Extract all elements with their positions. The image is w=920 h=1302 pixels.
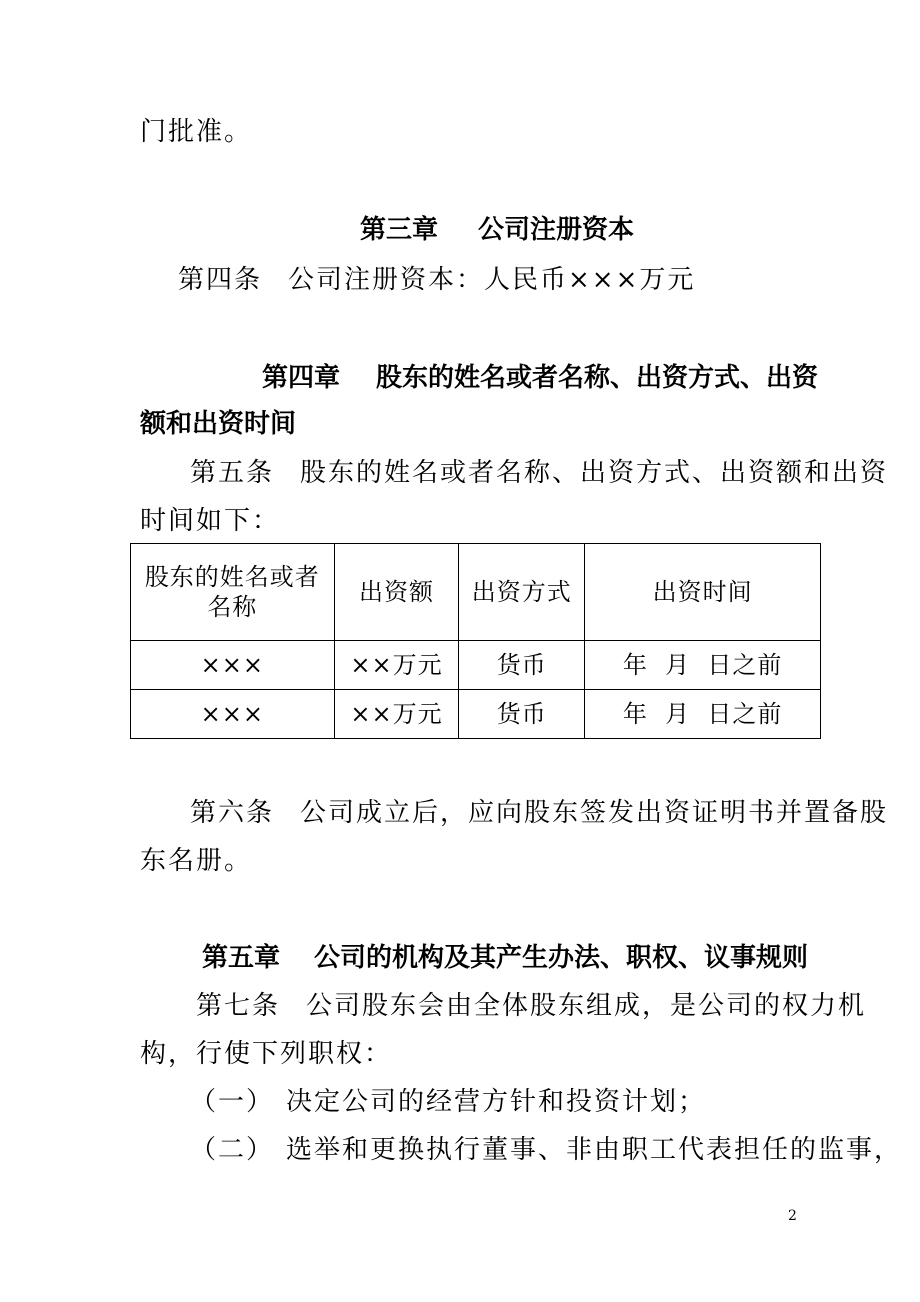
table-header-amount: 出资额 (334, 544, 459, 641)
table-cell-amount: ××万元 (334, 641, 459, 690)
table-cell-amount: ××万元 (334, 690, 459, 739)
table-header-shareholder-name (131, 544, 335, 641)
header-name-line-1: 股东的姓名或者 (144, 563, 320, 591)
chapter-4-heading-line-2: 额和出资时间 (140, 409, 297, 439)
table-cell-name: ××× (131, 690, 335, 739)
table-cell-method: 货币 (459, 690, 585, 739)
article-5-number: 第五条 (190, 458, 275, 488)
list-item (190, 1134, 902, 1166)
shareholder-table (130, 543, 821, 739)
article-5-line-1 (190, 457, 888, 489)
article-6-text-line-1: 公司成立后，应向股东签发出资证明书并置备股 (300, 798, 889, 828)
chapter-3-heading (360, 214, 634, 246)
table-cell-method: 货币 (459, 641, 585, 690)
chapter-4-number: 第四章 (262, 363, 341, 393)
list-item-marker: （一） (190, 1087, 275, 1117)
list-item-text: 选举和更换执行董事、非由职工代表担任的监事， (286, 1135, 903, 1165)
article-5-text-line-1: 股东的姓名或者名称、出资方式、出资额和出资 (300, 458, 889, 488)
article-7-number: 第七条 (196, 991, 281, 1021)
table-cell-time: 年 月 日之前 (585, 641, 821, 690)
chapter-5-number: 第五章 (202, 943, 281, 973)
chapter-4-title-line-1: 股东的姓名或者名称、出资方式、出资 (376, 363, 819, 393)
chapter-3-number: 第三章 (360, 215, 439, 245)
table-header-time: 出资时间 (585, 544, 821, 641)
table-header-row (131, 544, 821, 641)
article-4-number: 第四条 (178, 265, 263, 295)
chapter-3-title: 公司注册资本 (478, 215, 635, 245)
table-row (131, 641, 821, 690)
article-7-line-2: 构，行使下列职权： (140, 1039, 393, 1069)
article-7-line-1 (196, 990, 866, 1022)
table-cell-name: ××× (131, 641, 335, 690)
list-item-marker: （二） (190, 1135, 275, 1165)
article-6-line-1 (190, 797, 888, 829)
table-header-method: 出资方式 (459, 544, 585, 641)
table-cell-time: 年 月 日之前 (585, 690, 821, 739)
chapter-5-title: 公司的机构及其产生办法、职权、议事规则 (314, 943, 809, 973)
article-5-line-2: 时间如下： (140, 506, 281, 536)
article-4-text: 公司注册资本：人民币×××万元 (288, 265, 696, 295)
chapter-4-heading-line-1 (262, 362, 818, 394)
chapter-5-heading (202, 942, 808, 974)
header-name-line-2: 名称 (207, 593, 258, 621)
paragraph-continuation: 门批准。 (140, 117, 253, 147)
article-4 (178, 264, 695, 296)
table-row (131, 690, 821, 739)
list-item-text: 决定公司的经营方针和投资计划； (286, 1087, 707, 1117)
article-6-line-2: 东名册。 (140, 846, 253, 876)
page-number: 2 (788, 1208, 797, 1224)
list-item (190, 1086, 706, 1118)
article-6-number: 第六条 (190, 798, 275, 828)
article-7-text-line-1: 公司股东会由全体股东组成，是公司的权力机 (306, 991, 867, 1021)
